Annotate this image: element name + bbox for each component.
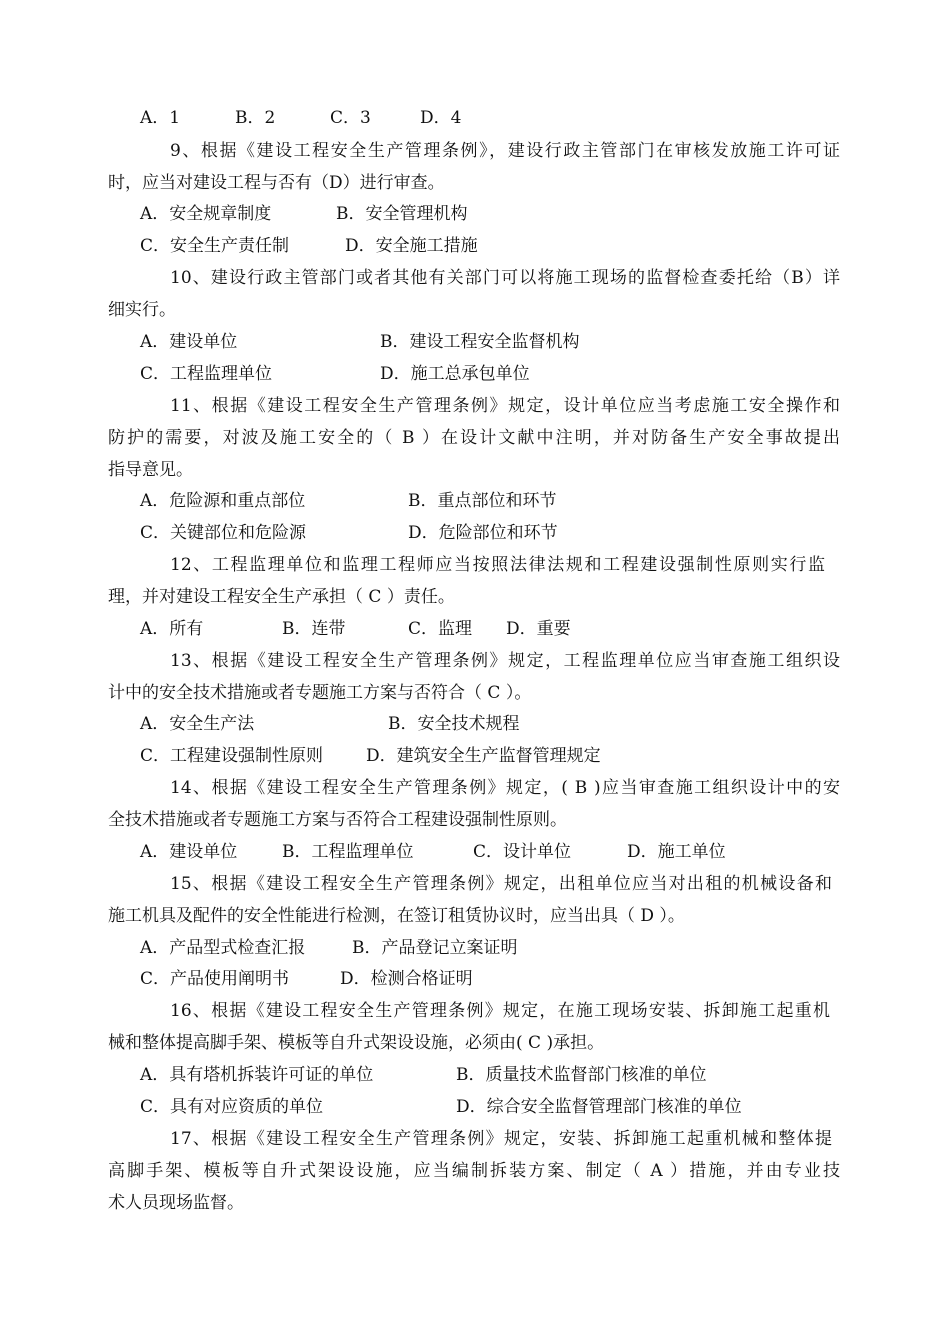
q10-option-b: B．建设工程安全监督机构 [380,332,580,352]
q14-option-a: A．建设单位 [140,842,238,862]
q14-option-d: D．施工单位 [627,842,726,862]
q9-option-c: C．安全生产责任制 [140,236,290,256]
q9-option-a: A．安全规章制度 [140,204,272,224]
q15-line-2: 施工机具及配件的安全性能进行检测，在签订租赁协议时，应当出具（ D ）。 [108,906,685,926]
q10-options-row-1 [140,331,840,353]
q11-option-b: B．重点部位和环节 [408,491,557,511]
q13-line-2: 计中的安全技术措施或者专题施工方案与否符合（ C ）。 [108,683,532,703]
q12-option-b: B．连带 [282,619,346,639]
q15-options-row-1 [140,937,840,959]
q11-line-3: 指导意见。 [108,460,193,480]
q11-options-row-1 [140,490,840,512]
q9-line-2: 时，应当对建设工程与否有（D）进行审查。 [108,173,445,193]
q11-options-row-2 [140,522,840,544]
q13-options-row-2 [140,745,840,767]
q13-option-a: A．安全生产法 [140,714,255,734]
q16-options-row-2 [140,1096,840,1118]
q8-option-c: C．3 [330,108,371,128]
q16-option-d: D．综合安全监督管理部门核准的单位 [456,1097,742,1117]
q15-option-d: D．检测合格证明 [340,969,473,989]
q15-option-a: A．产品型式检查汇报 [140,938,306,958]
q12-option-a: A．所有 [140,619,204,639]
q15-line-1: 15、根据《建设工程安全生产管理条例》规定，出租单位应当对出租的机械设备和 [170,874,832,894]
q9-option-b: B．安全管理机构 [336,204,468,224]
q17-line-3: 术人员现场监督。 [108,1193,244,1213]
q14-options [140,841,840,863]
q15-options-row-2 [140,968,840,990]
q10-option-c: C．工程监理单位 [140,364,273,384]
q12-options [140,618,840,640]
q11-line-1: 11、根据《建设工程安全生产管理条例》规定，设计单位应当考虑施工安全操作和 [170,396,840,416]
q16-line-2: 械和整体提高脚手架、模板等自升式架设设施，必须由( C )承担。 [108,1033,605,1053]
q14-line-2: 全技术措施或者专题施工方案与否符合工程建设强制性原则。 [108,810,567,830]
q11-option-c: C．关键部位和危险源 [140,523,307,543]
q11-option-a: A．危险源和重点部位 [140,491,306,511]
q9-options-row-1 [140,203,840,225]
q15-option-c: C．产品使用阐明书 [140,969,290,989]
q15-option-b: B．产品登记立案证明 [352,938,518,958]
q16-line-1: 16、根据《建设工程安全生产管理条例》规定，在施工现场安装、拆卸施工起重机 [170,1001,830,1021]
q17-line-2: 高脚手架、模板等自升式架设设施，应当编制拆装方案、制定（ A ）措施，并由专业技 [108,1161,840,1181]
q9-options-row-2 [140,235,840,257]
q13-options-row-1 [140,713,840,735]
q16-option-b: B．质量技术监督部门核准的单位 [456,1065,707,1085]
q14-option-b: B．工程监理单位 [282,842,414,862]
q13-option-d: D．建筑安全生产监督管理规定 [366,746,601,766]
q11-option-d: D．危险部位和环节 [408,523,558,543]
q14-line-1: 14、根据《建设工程安全生产管理条例》规定，( B )应当审查施工组织设计中的安 [170,778,840,798]
q8-option-a: A．1 [140,108,181,128]
q14-option-c: C．设计单位 [473,842,572,862]
q11-line-2: 防护的需要，对波及施工安全的（ B ）在设计文献中注明，并对防备生产安全事故提出 [108,428,840,448]
q10-options-row-2 [140,363,840,385]
q9-line-1: 9、根据《建设工程安全生产管理条例》，建设行政主管部门在审核发放施工许可证 [170,141,840,161]
q13-option-c: C．工程建设强制性原则 [140,746,324,766]
q16-options-row-1 [140,1064,840,1086]
q10-line-1: 10、建设行政主管部门或者其他有关部门可以将施工现场的监督检查委托给（B）详 [170,268,840,288]
q17-line-1: 17、根据《建设工程安全生产管理条例》规定，安装、拆卸施工起重机械和整体提 [170,1129,832,1149]
q16-option-a: A．具有塔机拆装许可证的单位 [140,1065,374,1085]
q12-option-c: C．监理 [408,619,473,639]
q12-line-1: 12、工程监理单位和监理工程师应当按照法律法规和工程建设强制性原则实行监 [170,555,825,575]
q13-line-1: 13、根据《建设工程安全生产管理条例》规定，工程监理单位应当审查施工组织设 [170,651,840,671]
q16-option-c: C．具有对应资质的单位 [140,1097,324,1117]
q8-option-d: D．4 [420,108,462,128]
q8-option-b: B．2 [235,108,276,128]
q10-option-a: A．建设单位 [140,332,238,352]
q12-option-d: D．重要 [506,619,571,639]
q9-option-d: D．安全施工措施 [345,236,478,256]
q10-line-2: 细实行。 [108,300,176,320]
q13-option-b: B．安全技术规程 [388,714,520,734]
q8-options [140,107,840,129]
q12-line-2: 理，并对建设工程安全生产承担（ C ）责任。 [108,587,455,607]
q10-option-d: D．施工总承包单位 [380,364,530,384]
